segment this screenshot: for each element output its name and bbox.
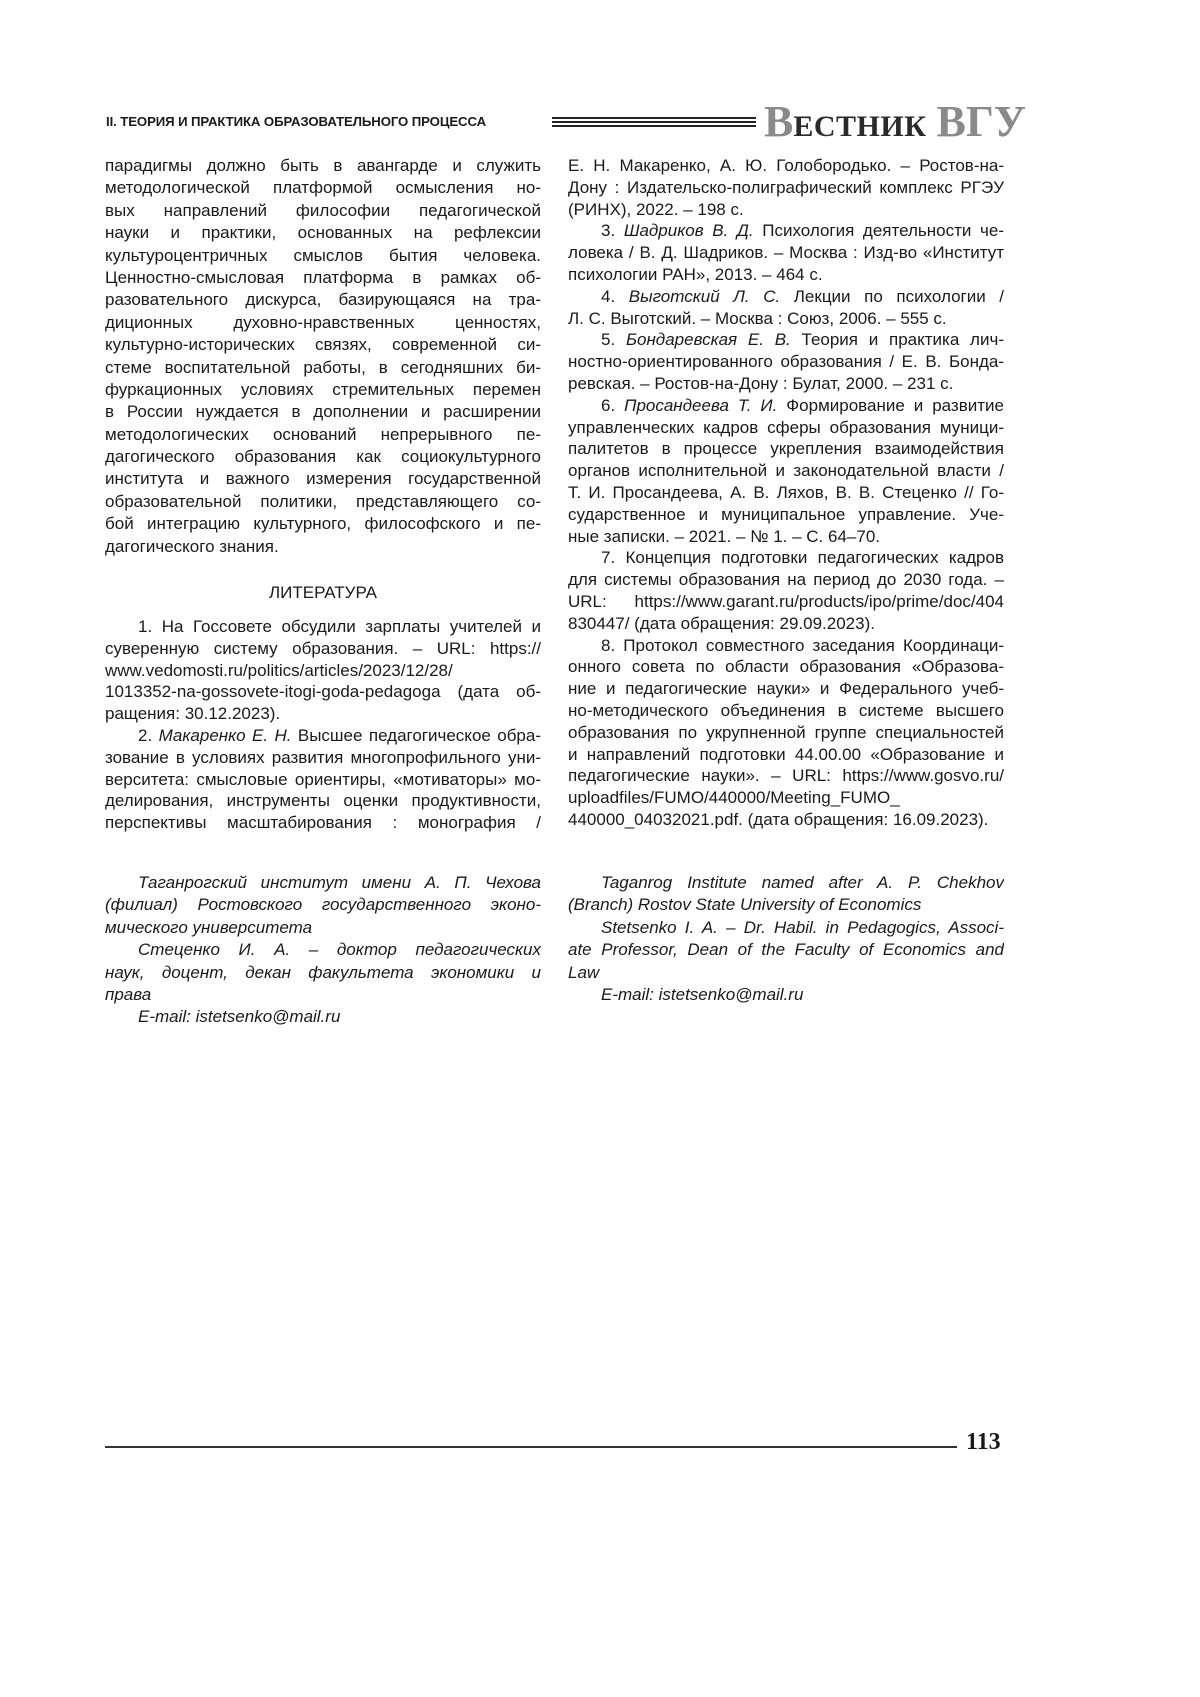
text-line [105,747,541,769]
text-segment: www.vedomosti.ru/politics/articles/2023/12/28/ [105,660,453,680]
text-line [568,547,1004,569]
text-segment: методологических оснований непрерывного пе- [105,424,541,444]
text-segment: культурно-исторических связях, современной си- [105,335,541,355]
text-line [105,812,541,834]
text-line [105,894,541,916]
text-line [105,1006,541,1028]
text-segment: сударственное и муниципальное управление. Уче- [568,504,1004,524]
text-segment: фуркационных условиях стремительных перемен [105,379,541,399]
text-segment: методологической платформой осмысления но- [105,178,541,198]
text-line [105,513,541,535]
text-line [105,155,541,177]
text-segment: 2. [138,725,159,745]
text-line [105,334,541,356]
affiliation-russian [105,872,541,1029]
text-segment: 1013352-na-gossovete-itogi-goda-pedagoga (дата об- [105,682,541,702]
text-line [105,616,541,638]
text-segment: верситета: смысловые ориентиры, «мотиваторы» мо- [105,769,541,789]
text-segment: E-mail: istetsenko@mail.ru [138,1007,341,1027]
text-line [568,155,1004,177]
text-segment: для системы образования на период до 2030 года. – [568,570,1004,590]
text-line [568,460,1004,482]
text-segment: вых направлений философии педагогической [105,200,541,220]
text-segment: мического университета [105,917,313,937]
references-heading: ЛИТЕРАТУРА [268,583,378,602]
text-segment: в России нуждается в дополнении и расширении [105,402,541,422]
author-name: Выготский Л. С. [628,286,781,306]
text-segment: 5. [601,330,626,350]
paragraph [568,547,1004,634]
text-segment: ные записки. – 2021. – № 1. – С. 64–70. [568,526,880,546]
text-segment: E-mail: istetsenko@mail.ru [601,984,804,1004]
text-segment: Теория и практика лич- [790,330,1004,350]
text-line [105,312,541,334]
author-name: Макаренко Е. Н. [158,725,292,745]
body-text-left [105,155,541,558]
text-segment: Лекции по психологии / [780,286,1004,306]
text-segment: Л. С. Выготский. – Москва : Союз, 2006. – 555 с. [568,308,947,328]
text-segment: бой интеграцию культурного, философского и пе- [105,514,541,534]
text-line [105,769,541,791]
paragraph [105,872,541,939]
text-line [568,962,1004,984]
text-segment: 7. Концепция подготовки педагогических кадров [601,548,1004,568]
text-segment: ние и педагогические науки» и Федерального учеб- [568,679,1004,699]
text-segment: зование в условиях развития многопрофильного уни- [105,747,541,767]
text-line [105,200,541,222]
text-segment: парадигмы должно быть в авангарде и служить [105,156,541,175]
paragraph [105,1006,541,1028]
paragraph [568,917,1004,984]
text-line [105,424,541,446]
text-line [568,351,1004,373]
text-line [568,220,1004,242]
text-segment: ностно-ориентированного образования / Е. В. Бонда- [568,352,1004,372]
text-line [568,917,1004,939]
text-line [568,329,1004,351]
text-line [105,939,541,961]
text-line [568,678,1004,700]
text-line [105,536,541,558]
footer-rule [105,1446,957,1448]
text-line [105,703,541,725]
text-segment: 830447/ (дата обращения: 29.09.2023). [568,613,875,633]
text-segment: стеме воспитательной работы, в сегодняшних би- [105,357,541,377]
text-line [568,809,1004,831]
text-segment: ate Professor, Dean of the Faculty of Economics and [568,940,1004,960]
text-segment: Психология деятельности че- [753,221,1004,241]
text-segment: 4. [601,286,629,306]
text-segment: (РИНХ), 2022. – 198 с. [568,199,744,219]
text-segment: Формирование и развитие [777,395,1004,415]
text-line [105,267,541,289]
text-line [105,446,541,468]
text-line [105,790,541,812]
text-line [568,482,1004,504]
text-segment: Стеценко И. А. – доктор педагогических [138,940,541,960]
references-right [568,155,1004,831]
text-line [568,984,1004,1006]
text-segment: Таганрогский институт имени А. П. Чехова [138,873,541,892]
text-line [105,491,541,513]
text-segment: органов исполнительной и законодательной власти / [568,461,1004,481]
text-segment: 440000_04032021.pdf. (дата обращения: 16.09.2023). [568,809,989,829]
text-line [568,787,1004,809]
text-segment: и направлений подготовки 44.00.00 «Образование и [568,744,1004,764]
section-title: II. ТЕОРИЯ И ПРАКТИКА ОБРАЗОВАТЕЛЬНОГО ПРОЦЕССА [106,114,487,129]
text-line [568,395,1004,417]
text-segment: 3. [601,221,624,241]
text-line [568,613,1004,635]
paragraph [105,155,541,558]
text-line [105,660,541,682]
text-line [568,417,1004,439]
text-segment: (филиал) Ростовского государственного эконо- [105,895,541,915]
text-line [568,569,1004,591]
text-segment: перспективы масштабирования : монография / [105,813,541,833]
text-segment: дагогического знания. [105,536,279,556]
text-segment: суверенную систему образования. – URL: https:// [105,638,541,658]
text-segment: URL: https://www.garant.ru/products/ipo/prime/doc/404 [568,591,1004,611]
text-segment: 8. Протокол совместного заседания Координаци- [601,635,1004,655]
text-segment: 1. На Госсовете обсудили зарплаты учителей и [138,617,541,636]
paragraph [568,286,1004,330]
text-line [568,722,1004,744]
text-segment: делирования, инструменты оценки продуктивности, [105,791,541,811]
author-name: Бондаревская Е. В. [625,330,791,350]
text-line [568,872,1004,894]
text-segment: разовательного дискурса, базирующаяся на тра- [105,290,541,310]
text-segment: культуроцентричных смыслов бытия человека. [105,245,541,265]
paragraph [568,635,1004,831]
paragraph [568,984,1004,1006]
text-line [105,177,541,199]
text-line [105,245,541,267]
text-segment: ловека / В. Д. Шадриков. – Москва : Изд-во «Институт [568,243,1004,263]
text-segment: Law [568,962,600,982]
text-segment: Ценностно-смысловая платформа в рамках об- [105,267,541,287]
references-left [105,616,541,834]
text-line [568,765,1004,787]
text-segment: Taganrog Institute named after A. P. Chekhov [601,873,1004,892]
text-line [568,635,1004,657]
text-line [105,222,541,244]
text-line [105,638,541,660]
text-segment: ращения: 30.12.2023). [105,704,281,724]
text-line [568,504,1004,526]
text-line [105,872,541,894]
text-segment: Дону : Издательско-полиграфический комплекс РГЭУ [568,177,1004,197]
paragraph [568,872,1004,917]
text-line [105,681,541,703]
author-name: Шадриков В. Д. [623,221,754,241]
text-segment: управленческих кадров сферы образования муници- [568,417,1004,437]
text-segment: Высшее педагогическое обра- [291,725,541,745]
text-line [105,984,541,1006]
text-line [568,242,1004,264]
text-segment: психологии РАН», 2013. – 464 с. [568,264,823,284]
text-segment: ревская. – Ростов-на-Дону : Булат, 2000. – 231 с. [568,373,954,393]
text-line [568,744,1004,766]
text-segment: uploadfiles/FUMO/440000/Meeting_FUMO_ [568,788,900,808]
text-line [568,373,1004,395]
text-line [105,725,541,747]
text-segment: Т. И. Просандеева, А. В. Ляхов, В. В. Стеценко // Го- [568,482,1004,502]
text-segment: наук, доцент, декан факультета экономики и [105,962,541,982]
text-line [105,289,541,311]
text-segment: палитетов в процессе укрепления взаимодействия [568,439,1004,459]
text-line [568,286,1004,308]
header-rule [552,117,756,127]
affiliation-english [568,872,1004,1006]
paragraph [568,329,1004,394]
text-line [568,591,1004,613]
text-line [568,264,1004,286]
text-line [568,308,1004,330]
text-segment: образовательной политики, представляющего со- [105,491,541,511]
text-line [568,656,1004,678]
paragraph [568,155,1004,220]
text-segment: образования по укрупненной группе специальностей [568,722,1004,742]
text-segment: онного совета по области образования «Образова- [568,657,1004,677]
text-line [568,177,1004,199]
text-line [105,962,541,984]
text-segment: Stetsenko I. A. – Dr. Habil. in Pedagogics, Associ- [601,917,1004,937]
text-segment: педагогические науки». – URL: https://www.gosvo.ru/ [568,766,1004,786]
text-segment: диционных духовно-нравственных ценностях, [105,312,541,332]
text-segment: науки и практики, основанных на рефлексии [105,223,541,243]
page-number: 113 [966,1429,1001,1455]
text-segment: права [105,984,152,1004]
text-segment: Е. Н. Макаренко, А. Ю. Голобородько. – Ростов-на- [568,156,1004,175]
paragraph [105,616,541,725]
paragraph [105,939,541,1006]
text-line [568,199,1004,221]
text-segment: дагогического образования как социокультурного [105,447,541,467]
text-line [568,894,1004,916]
journal-logo: ВЕСТНИК ВГУ [764,97,1027,146]
text-segment: 6. [601,395,625,415]
text-segment: института и важного измерения государственной [105,469,541,489]
text-line [105,917,541,939]
text-line [105,401,541,423]
text-segment: (Branch) Rostov State University of Economics [568,895,922,915]
text-line [105,379,541,401]
paragraph [568,220,1004,285]
text-line [568,526,1004,548]
paragraph [568,395,1004,548]
text-line [105,357,541,379]
paragraph [105,725,541,834]
text-line [568,939,1004,961]
text-segment: но-методического объединения в системе высшего [568,700,1004,720]
author-name: Просандеева Т. И. [624,395,778,415]
text-line [568,438,1004,460]
text-line [568,700,1004,722]
text-line [105,468,541,490]
